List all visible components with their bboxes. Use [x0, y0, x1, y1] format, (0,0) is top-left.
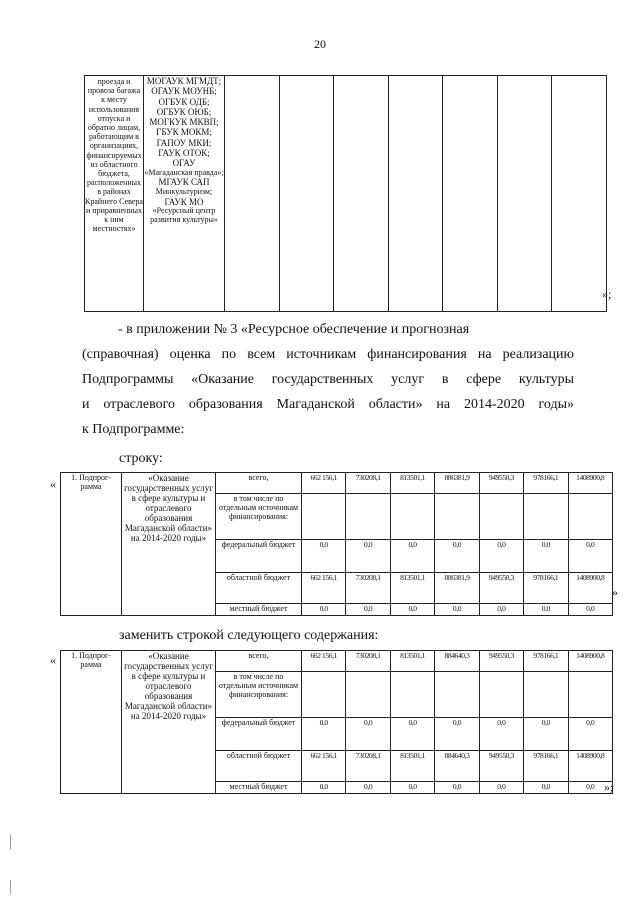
amount-cell: 813501,1	[390, 573, 434, 604]
amount-cell	[302, 672, 346, 718]
org-item: «Ресурсный центр развития культуры»	[150, 205, 218, 224]
amount-cell: 978166,1	[524, 651, 568, 672]
amount-cell: 0,0	[524, 540, 568, 573]
amount-cell: 1408900,8	[568, 651, 612, 672]
amount-cell: 813501,1	[390, 651, 434, 672]
amount-cell: 730208,1	[346, 573, 390, 604]
org-item: МОГАУК МГМДТ;	[146, 76, 222, 86]
amount-cell: 0,0	[346, 604, 390, 616]
org-item: «Магаданская правда»;	[144, 167, 224, 177]
amount-cell: 949550,3	[479, 751, 523, 782]
amount-cell: 1408900,8	[568, 473, 612, 494]
amount-cell: 978166,1	[524, 473, 568, 494]
table-row	[61, 651, 613, 672]
amount-cell: 0,0	[435, 604, 479, 616]
org-item: Минкультуризм;	[155, 186, 213, 196]
opening-quote-mark: «	[50, 653, 56, 667]
scan-edge-mark	[10, 835, 11, 849]
amount-cell	[302, 494, 346, 540]
financing-table-old	[60, 472, 613, 616]
empty-cell	[443, 76, 498, 312]
org-item: ОГАУК МОУНБ;	[151, 86, 217, 97]
amount-cell	[346, 494, 390, 540]
paragraph-line: (справочная) оценка по всем источникам финансирования на реализацию	[82, 347, 574, 362]
amount-cell: 978166,1	[524, 751, 568, 782]
org-item: ОГБУК ОЮБ;	[156, 106, 212, 117]
amount-cell: 730208,1	[346, 651, 390, 672]
amount-cell	[435, 672, 479, 718]
funding-source-cell: местный бюджет	[216, 782, 302, 794]
org-item: ГАУК МО	[164, 196, 204, 207]
empty-cell	[497, 76, 552, 312]
empty-cell	[279, 76, 334, 312]
amount-cell: 0,0	[568, 604, 612, 616]
amount-cell: 813501,1	[390, 473, 434, 494]
amount-cell	[346, 672, 390, 718]
amount-cell: 0,0	[390, 718, 434, 751]
program-name-cell: «Оказание государственных услуг в сфере культуры и отраслевого образования Магаданской области» на 2014-2020 годы»	[122, 473, 216, 616]
amount-cell: 0,0	[390, 782, 434, 794]
program-number-cell: 1. Подпрог-рамма	[61, 651, 122, 794]
amount-cell: 0,0	[302, 782, 346, 794]
empty-cell	[552, 76, 607, 312]
funding-source-cell: местный бюджет	[216, 604, 302, 616]
paragraph-line: - в приложении № 3 «Ресурсное обеспечение и прогнозная	[118, 322, 470, 337]
amount-cell: 0,0	[479, 718, 523, 751]
amount-cell: 0,0	[524, 782, 568, 794]
amount-cell: 886381,9	[435, 573, 479, 604]
funding-source-cell: в том числе по отдельным источникам финансирования:	[216, 672, 302, 718]
amount-cell: 662 156,1	[302, 651, 346, 672]
page-number: 20	[314, 37, 326, 51]
amount-cell: 662 156,1	[302, 751, 346, 782]
amount-cell: 1408900,8	[568, 751, 612, 782]
funding-source-cell: всего,	[216, 473, 302, 494]
amount-cell: 0,0	[302, 540, 346, 573]
program-number-cell: 1. Подпрог-рамма	[61, 473, 122, 616]
amount-cell: 662 156,1	[302, 473, 346, 494]
amount-cell	[390, 672, 434, 718]
amount-cell: 0,0	[479, 782, 523, 794]
amount-cell: 0,0	[302, 604, 346, 616]
org-item: ГАПОУ МКИ;	[156, 137, 212, 148]
amount-cell: 0,0	[435, 718, 479, 751]
amount-cell	[435, 494, 479, 540]
amount-cell	[524, 494, 568, 540]
amount-cell	[568, 672, 612, 718]
amount-cell: 949550,3	[479, 573, 523, 604]
amount-cell: 1408900,8	[568, 573, 612, 604]
amount-cell: 0,0	[390, 604, 434, 616]
org-item: ГАУК ОТОК;	[158, 148, 210, 159]
amount-cell	[390, 494, 434, 540]
amount-cell: 0,0	[479, 604, 523, 616]
amount-cell: 730208,1	[346, 473, 390, 494]
amount-cell: 0,0	[568, 718, 612, 751]
continuation-table	[84, 75, 607, 312]
org-item: МГАУК САП	[158, 177, 210, 188]
amount-cell: 884640,3	[435, 651, 479, 672]
amount-cell: 0,0	[568, 540, 612, 573]
amount-cell: 0,0	[390, 540, 434, 573]
amount-cell: 813501,1	[390, 751, 434, 782]
amount-cell: 0,0	[435, 540, 479, 573]
org-item: ОГБУК ОДБ;	[158, 96, 210, 107]
amount-cell: 0,0	[524, 718, 568, 751]
amount-cell: 949550,3	[479, 651, 523, 672]
empty-cell	[225, 76, 280, 312]
funding-source-cell: федеральный бюджет	[216, 718, 302, 751]
paragraph-line: к Подпрограмме:	[82, 422, 185, 437]
amount-cell: 0,0	[479, 540, 523, 573]
funding-source-cell: областной бюджет	[216, 573, 302, 604]
paragraph-line: и отраслевого образования Магаданской области» на 2014-2020 годы»	[82, 397, 574, 412]
amount-cell: 884640,3	[435, 751, 479, 782]
replace-label: заменить строкой следующего содержания:	[119, 628, 379, 643]
amount-cell: 0,0	[568, 782, 612, 794]
program-name-cell: «Оказание государственных услуг в сфере культуры и отраслевого образования Магаданской области» на 2014-2020 годы»	[122, 651, 216, 794]
funding-source-cell: федеральный бюджет	[216, 540, 302, 573]
amount-cell	[568, 494, 612, 540]
opening-quote-mark: «	[50, 477, 56, 491]
closing-quote-mark: »;	[602, 287, 612, 301]
amount-cell: 662 156,1	[302, 573, 346, 604]
amount-cell: 0,0	[346, 540, 390, 573]
amount-cell	[524, 672, 568, 718]
funding-source-cell: в том числе по отдельным источникам финансирования:	[216, 494, 302, 540]
org-item: МОГКУК МКВП;	[149, 117, 219, 128]
amount-cell	[479, 494, 523, 540]
amount-cell: 0,0	[346, 782, 390, 794]
row-label: строку:	[119, 451, 163, 466]
amount-cell: 730208,1	[346, 751, 390, 782]
measure-description: проезда и провоза багажа к месту использования отпуска и обратно лицам, работающим в организациях, финансируемых из областного бюджета, расположенных в районах Крайнего Севера и приравненных к ним местностях»	[85, 76, 144, 312]
org-item: ГБУК МОКМ;	[156, 127, 212, 138]
funding-source-cell: областной бюджет	[216, 751, 302, 782]
empty-cell	[334, 76, 389, 312]
amount-cell	[479, 672, 523, 718]
table-row	[61, 473, 613, 494]
amount-cell: 886381,9	[435, 473, 479, 494]
closing-quote-mark: »	[612, 585, 618, 599]
amount-cell: 0,0	[435, 782, 479, 794]
financing-table-new	[60, 650, 613, 794]
scan-edge-mark	[10, 880, 11, 894]
paragraph-line: Подпрограммы «Оказание государственных услуг в сфере культуры	[82, 372, 574, 387]
organizations-cell	[144, 76, 225, 312]
amount-cell: 0,0	[302, 718, 346, 751]
amount-cell: 978166,1	[524, 573, 568, 604]
closing-quote-mark: »;	[604, 780, 614, 794]
funding-source-cell: всего,	[216, 651, 302, 672]
org-item: ОГАУ	[172, 158, 196, 169]
amount-cell: 0,0	[346, 718, 390, 751]
empty-cell	[388, 76, 443, 312]
amount-cell: 949550,3	[479, 473, 523, 494]
amount-cell: 0,0	[524, 604, 568, 616]
